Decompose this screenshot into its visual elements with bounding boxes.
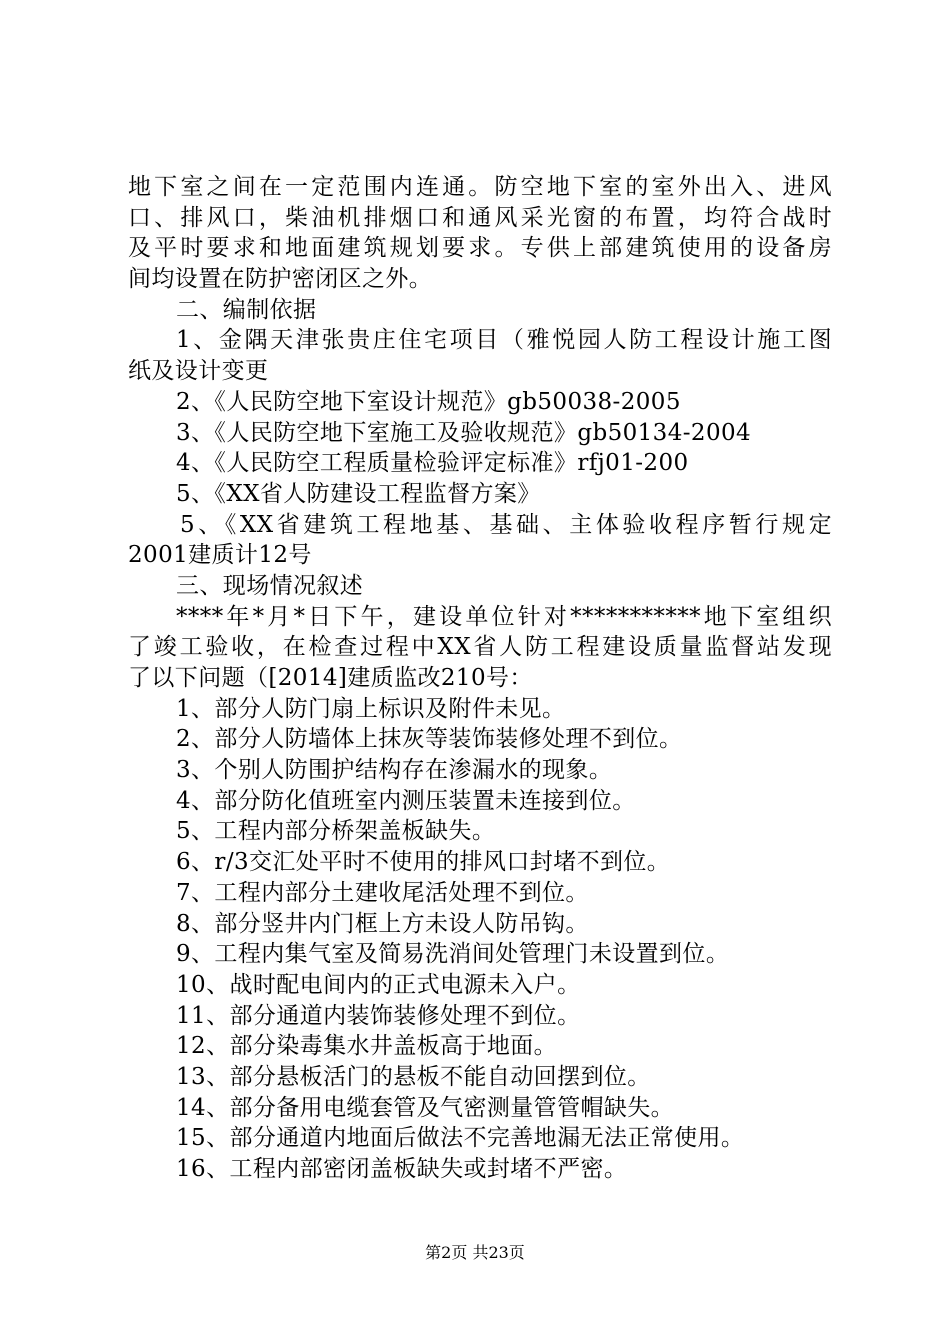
situation-line: 了以下问题（[2014]建质监改210号：: [128, 665, 533, 691]
basis-item-1-cont: 纸及设计变更: [128, 358, 269, 385]
basis-item-1: 1、金隅天津张贵庄住宅项目（雅悦园人防工程设计施工图: [176, 327, 832, 354]
issue-item: 2、部分人防墙体上抹灰等装饰装修处理不到位。: [176, 726, 683, 753]
issue-item: 5、工程内部分桥架盖板缺失。: [176, 818, 496, 845]
issue-item: 15、部分通道内地面后做法不完善地漏无法正常使用。: [176, 1125, 745, 1152]
issue-item: 7、工程内部分土建收尾活处理不到位。: [176, 879, 589, 906]
document-body: [128, 172, 832, 1185]
situation-line: ****年*月*日下午，建设单位针对***********地下室组织: [176, 603, 832, 630]
issue-item: 13、部分悬板活门的悬板不能自动回摆到位。: [176, 1063, 651, 1090]
basis-item-6: 5、《XX省建筑工程地基、基础、主体验收程序暂行规定: [180, 511, 832, 538]
intro-line: 及平时要求和地面建筑规划要求。专供上部建筑使用的设备房: [128, 235, 832, 262]
issue-item: 1、部分人防门扇上标识及附件未见。: [176, 695, 566, 722]
issue-item: 11、部分通道内装饰装修处理不到位。: [176, 1002, 581, 1029]
basis-item-2: 2、《人民防空地下室设计规范》gb50038-2005: [176, 388, 681, 415]
issue-item: 4、部分防化值班室内测压装置未连接到位。: [176, 787, 636, 814]
intro-line: 地下室之间在一定范围内连通。防空地下室的室外出入、进风: [128, 174, 832, 200]
page-footer: 第2页 共23页: [425, 1243, 525, 1262]
issue-item: 6、r/3交汇处平时不使用的排风口封堵不到位。: [176, 849, 671, 876]
basis-item-5: 5、《XX省人防建设工程监督方案》: [176, 480, 541, 507]
intro-line: 间均设置在防护密闭区之外。: [128, 266, 433, 293]
issue-item: 8、部分竖井内门框上方未设人防吊钩。: [176, 910, 589, 937]
issue-item: 16、工程内部密闭盖板缺失或封堵不严密。: [176, 1156, 628, 1182]
situation-line: 了竣工验收，在检查过程中XX省人防工程建设质量监督站发现: [128, 634, 832, 661]
intro-line: 口、排风口，柴油机排烟口和通风采光窗的布置，均符合战时: [128, 204, 832, 231]
section2-heading: 二、编制依据: [176, 296, 317, 323]
basis-item-3: 3、《人民防空地下室施工及验收规范》gb50134-2004: [176, 419, 752, 446]
section3-heading: 三、现场情况叙述: [176, 572, 364, 599]
issue-item: 10、战时配电间内的正式电源未入户。: [176, 971, 581, 998]
issue-item: 12、部分染毒集水井盖板高于地面。: [176, 1033, 558, 1060]
issue-item: 3、个别人防围护结构存在渗漏水的现象。: [176, 757, 613, 784]
basis-item-6-cont: 2001建质计12号: [128, 542, 312, 569]
basis-item-4: 4、《人民防空工程质量检验评定标准》rfj01-200: [176, 450, 689, 477]
issue-item: 14、部分备用电缆套管及气密测量管管帽缺失。: [176, 1094, 675, 1121]
issue-item: 9、工程内集气室及简易洗消间处管理门未设置到位。: [176, 941, 730, 968]
